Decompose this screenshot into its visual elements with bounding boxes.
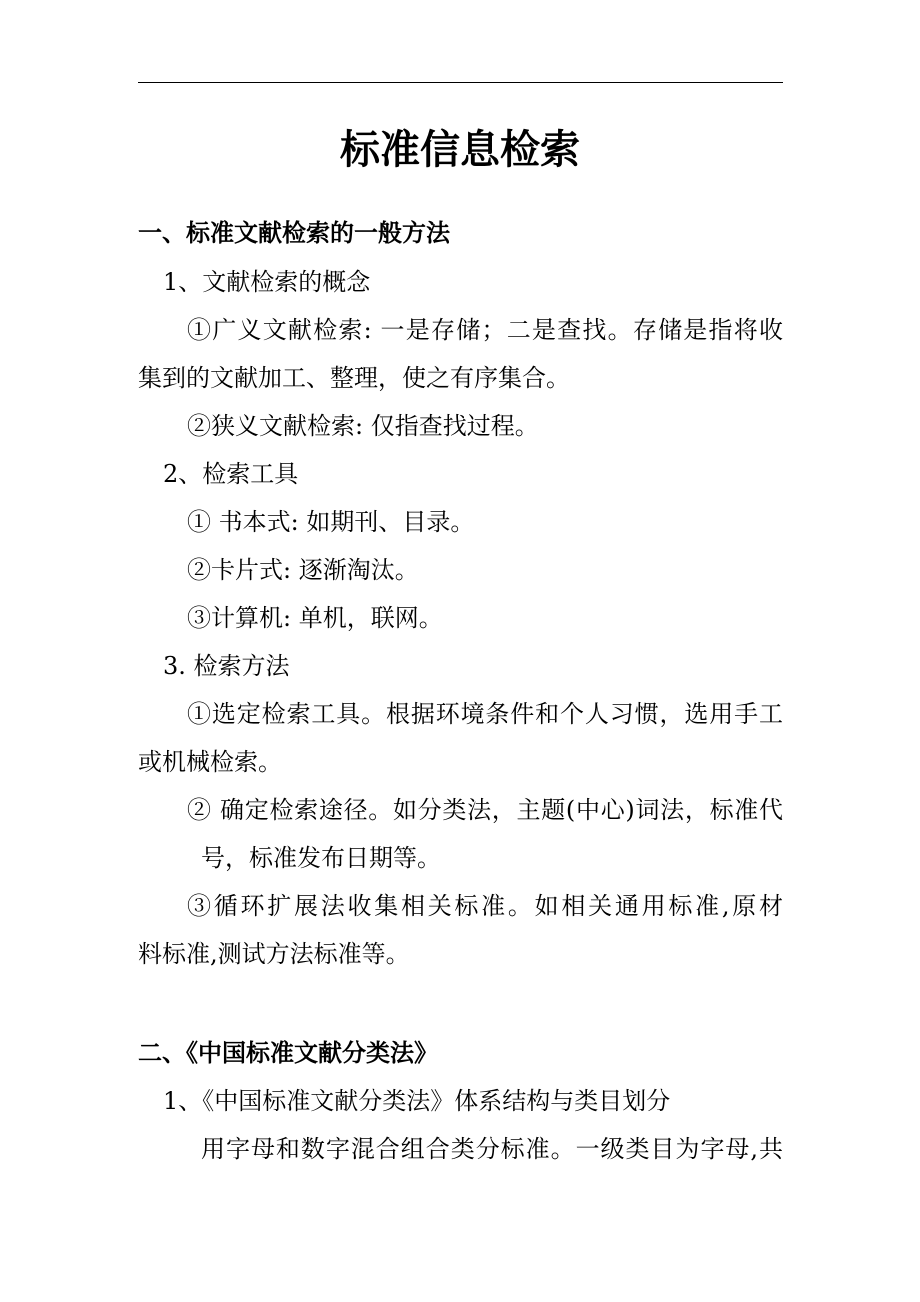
subsection-heading: 3. 检索方法 [163,652,290,680]
paragraph-line: 料标准,测试方法标准等。 [138,940,410,968]
paragraph-line: 或机械检索。 [138,748,282,776]
paragraph-line: ②狭义文献检索: 仅指查找过程。 [187,412,539,440]
list-item: ③计算机: 单机，联网。 [187,604,443,632]
paragraph-line: 号，标准发布日期等。 [201,844,441,872]
page-title: 标准信息检索 [340,126,580,173]
list-item: ②卡片式: 逐渐淘汰。 [187,556,419,584]
paragraph-line: ② 确定检索途径。如分类法，主题(中心)词法，标准代 [187,796,783,824]
subsection-heading: 1、《中国标准文献分类法》体系结构与类目划分 [163,1087,671,1115]
header-rule [138,82,783,83]
subsection-heading: 2、检索工具 [163,460,299,488]
section-heading: 二、《中国标准文献分类法》 [138,1038,438,1067]
subsection-heading: 1、文献检索的概念 [163,268,371,296]
section-heading: 一、标准文献检索的一般方法 [138,218,450,247]
paragraph-line: ①选定检索工具。根据环境条件和个人习惯，选用手工 [187,700,783,728]
paragraph-line: ③循环扩展法收集相关标准。如相关通用标准,原材 [187,892,783,920]
list-item: ① 书本式: 如期刊、目录。 [187,508,475,536]
paragraph-line: 用字母和数字混合组合类分标准。一级类目为字母,共 [201,1135,783,1163]
paragraph-line: ①广义文献检索: 一是存储；二是查找。存储是指将收 [187,316,783,344]
paragraph-line: 集到的文献加工、整理，使之有序集合。 [138,364,570,392]
